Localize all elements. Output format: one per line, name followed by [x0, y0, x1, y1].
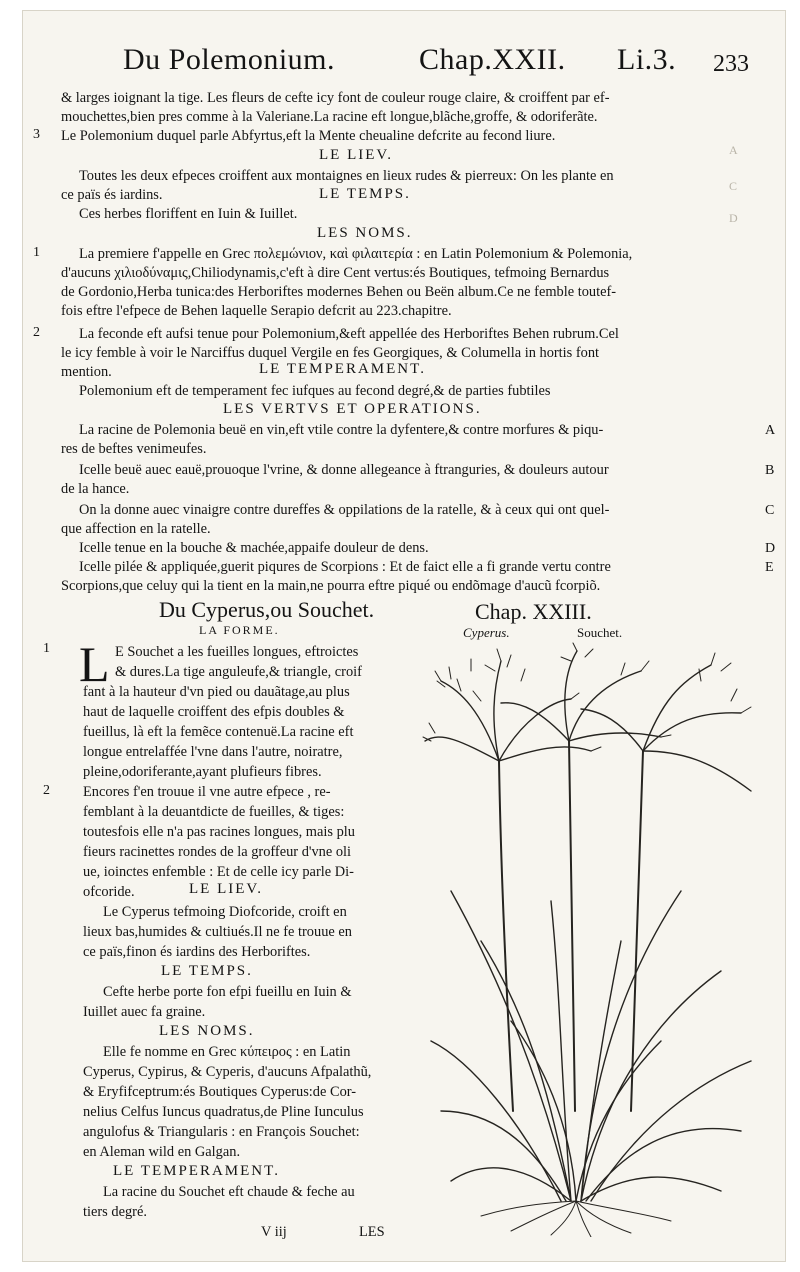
- paragraph-line: fieurs racinettes rondes de la groffeur d'vne oli: [83, 844, 352, 860]
- section-heading-temperament: LE TEMPERAMENT.: [113, 1163, 280, 1179]
- paragraph-line: Le Cyperus tefmoing Diofcoride, croift en: [103, 904, 347, 920]
- paragraph-line: Cefte herbe porte fon efpi fueillu en Iuin &: [103, 984, 352, 1000]
- page-number: 233: [713, 51, 749, 77]
- section-heading-lieu: LE LIEV.: [319, 147, 394, 163]
- margin-note-number: 1: [43, 641, 50, 656]
- paragraph-line: d'aucuns χιλιοδύναμις,Chiliodynamis,c'eft à dire Cent vertus:és Boutiques, tefmoing Bernardus: [61, 265, 610, 281]
- chapter-number-cyperus: Chap. XXIII.: [475, 599, 592, 624]
- paragraph-line: Iuillet auec fa graine.: [83, 1004, 206, 1020]
- section-heading-temps: LE TEMPS.: [319, 186, 411, 202]
- paragraph-line: nelius Celfus Iuncus quadratus,de Pline Iunculus: [83, 1104, 364, 1120]
- figure-label-french: Souchet.: [577, 625, 623, 640]
- paragraph-line: fueillus, là eft la femẽce contenuë.La racine eft: [83, 724, 354, 740]
- cyperus-woodcut-illustration: [421, 641, 757, 1237]
- chapter-title-cyperus: Du Cyperus,ou Souchet.: [159, 597, 375, 622]
- paragraph-line: Icelle tenue en la bouche & machée,appaife douleur de dens.: [79, 540, 429, 556]
- paragraph-line: Elle fe nomme en Grec κύπειρος : en Latin: [103, 1044, 351, 1060]
- paragraph-line: Polemonium eft de temperament fec iufques au fecond degré,& de parties fubtiles: [79, 383, 551, 399]
- figure-label-latin: Cyperus.: [463, 625, 510, 640]
- paragraph-line: Cyperus, Cypirus, & Cyperis, d'aucuns Afpalathũ,: [83, 1064, 372, 1080]
- paragraph-line: La premiere f'appelle en Grec πολεμώνιον, καὶ φιλαιτερία : en Latin Polemonium & Polemonia,: [79, 246, 633, 262]
- paragraph-line: Toutes les deux efpeces croiffent aux montaignes en lieux rudes & pierreux: On les plante en: [79, 168, 614, 184]
- paragraph-line: fant à la hauteur d'vn pied ou dauãtage,au plus: [83, 684, 350, 700]
- bleed-through-text: A: [729, 143, 738, 157]
- margin-letter: E: [765, 560, 774, 575]
- paragraph-line: La racine du Souchet eft chaude & feche au: [103, 1184, 355, 1200]
- paragraph-line: & dures.La tige anguleufe,& triangle, croif: [115, 664, 362, 680]
- paragraph-line: ofcoride.: [83, 884, 135, 900]
- paragraph-line: Icelle pilée & appliquée,guerit piqures de Scorpions : Et de faict elle a fi grande vertu contre: [79, 559, 611, 575]
- paragraph-line: le icy femble à voir le Narciffus duquel Vergile en fes Georgiques, & Columella in hortis font: [61, 345, 600, 361]
- section-heading-temperament: LE TEMPERAMENT.: [259, 361, 426, 377]
- paragraph-line: Icelle beuë auec eauë,prouoque l'vrine, & donne allegeance à ftranguries, & douleurs autour: [79, 462, 609, 478]
- margin-note-number: 2: [43, 783, 50, 798]
- book-number: Li.3.: [617, 43, 677, 76]
- paragraph-line: ce païs és iardins.: [61, 187, 163, 203]
- paragraph-line: & Eryfifceptrum:és Boutiques Cyperus:de Cor-: [83, 1084, 357, 1100]
- section-heading-vertus: LES VERTVS ET OPERATIONS.: [223, 401, 482, 417]
- paragraph-line: haut de laquelle croiffent des efpis doubles &: [83, 704, 345, 720]
- paragraph-line: de Gordonio,Herba tunica:des Herboriftes modernes Behen ou Beën album.Ce ne femble toutef-: [61, 284, 617, 300]
- section-heading-noms: LES NOMS.: [317, 225, 413, 241]
- paragraph-line: ue, ioinctes enfemble : Et de celle icy parle Di-: [83, 864, 354, 880]
- paragraph-line: On la donne auec vinaigre contre dureffes & oppilations de la ratelle, & à ceux qui ont quel-: [79, 502, 610, 518]
- paragraph-line: ce païs,finon és iardins des Herboriftes.: [83, 944, 311, 960]
- margin-note-number: 3: [33, 127, 40, 142]
- paragraph-line: mention.: [61, 364, 112, 380]
- margin-note-number: 2: [33, 325, 40, 340]
- paragraph-line: res de beftes venimeufes.: [61, 441, 207, 457]
- margin-letter: A: [765, 423, 776, 438]
- paragraph-line: tiers degré.: [83, 1204, 147, 1220]
- paragraph-line: E Souchet a les fueilles longues, eftroictes: [115, 644, 359, 660]
- running-title: Du Polemonium.: [123, 43, 336, 76]
- section-heading-lieu: LE LIEV.: [189, 881, 264, 897]
- intro-line: mouchettes,bien pres comme à la Valeriane.La racine eft longue,blãche,groffe, & odoriferãte.: [61, 109, 598, 125]
- drop-cap-initial: L: [79, 636, 110, 692]
- bleed-through-text: C: [729, 179, 738, 193]
- paragraph-line: de la hance.: [61, 481, 130, 497]
- signature-mark: V iij: [261, 1224, 287, 1240]
- paragraph-line: lieux bas,humides & cultiués.Il ne fe trouue en: [83, 924, 352, 940]
- bleed-through-text: D: [729, 211, 738, 225]
- paragraph-line: La feconde eft aufsi tenue pour Polemonium,&eft appellée des Herboriftes Behen rubrum.Cel: [79, 326, 619, 342]
- paragraph-line: pleine,odoriferante,ayant plufieurs fibres.: [83, 764, 322, 780]
- margin-note-number: 1: [33, 245, 40, 260]
- chapter-number: Chap.XXII.: [419, 43, 566, 76]
- paragraph-line: fois eftre l'efpece de Behen laquelle Serapio defcrit au 223.chapitre.: [61, 303, 452, 319]
- paragraph-line: toutesfois elle n'a pas racines longues, mais plu: [83, 824, 355, 840]
- paragraph-line: Encores f'en trouue il vne autre efpece , re-: [83, 784, 331, 800]
- margin-letter: B: [765, 463, 775, 478]
- paragraph-line: longue entrelaffée l'vne dans l'autre, noiratre,: [83, 744, 343, 760]
- paragraph-line: Le Polemonium duquel parle Abfyrtus,eft la Mente cheualine defcrite au fecond liure.: [61, 128, 556, 144]
- section-heading-noms: LES NOMS.: [159, 1023, 255, 1039]
- section-heading-temps: LE TEMPS.: [161, 963, 253, 979]
- paragraph-line: angulofus & Triangularis : en François Souchet:: [83, 1124, 360, 1140]
- margin-letter: D: [765, 541, 776, 556]
- intro-line: & larges ioignant la tige. Les fleurs de cefte icy font de couleur rouge claire, & croiffent par ef-: [61, 90, 610, 106]
- paragraph-line: en Aleman wild en Galgan.: [83, 1144, 241, 1160]
- paragraph-line: Ces herbes floriffent en Iuin & Iuillet.: [79, 206, 298, 222]
- margin-letter: C: [765, 503, 775, 518]
- paragraph-line: Scorpions,que celuy qui la tient en la main,ne pourra eftre piqué ou endõmage d'aucũ fcorpiõ.: [61, 578, 601, 594]
- book-page: [22, 10, 786, 1262]
- paragraph-line: femblant à la deuantdicte de fueilles, & tiges:: [83, 804, 345, 820]
- paragraph-line: La racine de Polemonia beuë en vin,eft vtile contre la dyfentere,& contre morfures & piqu-: [79, 422, 604, 438]
- catchword: LES: [359, 1224, 385, 1240]
- section-heading-forme: LA FORME.: [199, 623, 280, 637]
- paragraph-line: que affection en la ratelle.: [61, 521, 211, 537]
